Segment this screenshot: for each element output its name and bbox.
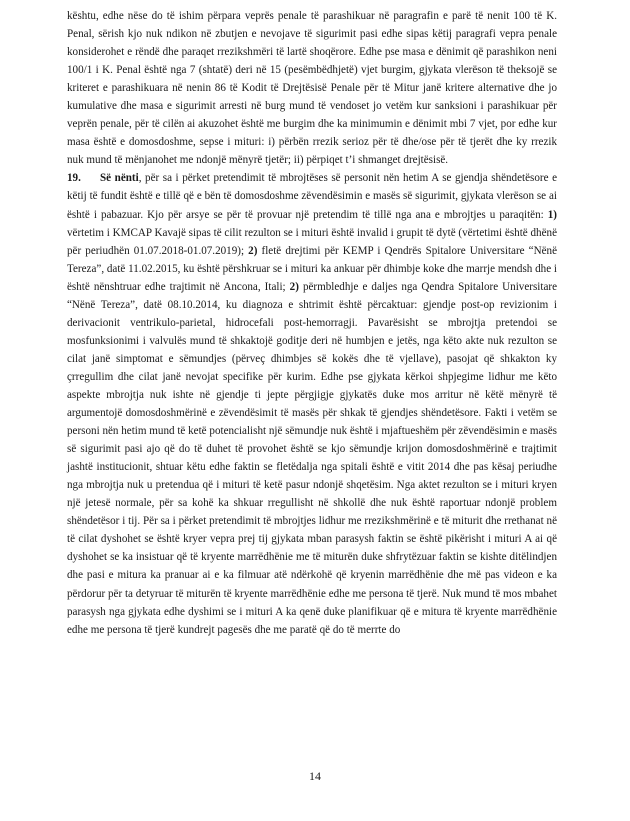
paragraph-19-text-1: , për sa i përket pretendimit të mbrojtëses së personit nën hetim A se gjendja shëndetësore e këtij të fundit është e tillë që e bën të domosdoshme zëvendësimin e masës së sigurimit, gjykata vlerëson se ai është i pabazuar. Kjo për arsye se për të provuar një pretendim të tillë nga ana e mbrojtjes u paraqitën:: [67, 172, 557, 221]
paragraph-19-text-2: vërtetim i KMCAP Kavajë sipas të cilit rezulton se i mituri është invalid i grupit të dytë (vërtetimi është dhënë për periudhën 01.07.2018-01.07.2019);: [67, 226, 557, 257]
paragraph-lead: Së nënti: [100, 172, 139, 185]
page-number: 14: [309, 769, 321, 783]
body-text: [67, 7, 557, 639]
list-item-number: 2): [248, 244, 258, 257]
paragraph-continuation: kështu, edhe nëse do të ishim përpara veprës penale të parashikuar në paragrafin e parë të nenit 100 të K. Penal, sërish kjo nuk ndikon në zbutjen e nevojave të sigurimit pasi edhe sipas këtij paragrafi vepra penale konsiderohet e rëndë dhe paraqet rrezikshmëri të lartë shoqërore. Edhe pse masa e dënimit që parashikon neni 100/1 i K. Penal është nga 7 (shtatë) deri në 15 (pesëmbëdhjetë) vjet burgim, gjykata vlerëson të theksojë se kriteret e parashikuara në nenin 86 të Kodit të Drejtësisë Penale për të Mitur janë kritere alternative dhe jo kumulative dhe masa e sigurimit arresti në burg mund të vendoset jo vetëm kur sanksioni i parashikuar për veprën penale, për të cilën ai akuzohet është me burgim dhe ka minimumin e dënimit mbi 7 vjet, por edhe kur masa është e domosdoshme, sepse i mituri: i) përbën rrezik serioz për të dhe/ose për të tjerët dhe ky rrezik nuk mund të mënjanohet me ndonjë mënyrë tjetër; ii) përpiqet t’i shmanget drejtësisë.: [67, 10, 557, 167]
list-item-number: 1): [547, 208, 557, 221]
paragraph-19-text-3: fletë drejtimi për KEMP i Qendrës Spitalore Universitare “Nënë Tereza”, datë 11.02.2015, ku është përshkruar se i mituri ka ankuar për dhimbje koke dhe marrje mendsh dhe i është nënshtruar edhe trajtimit në Ancona, Itali;: [67, 244, 557, 293]
paragraph-19: [67, 169, 557, 638]
list-item-number: 2): [289, 280, 299, 293]
paragraph-number: 19.: [67, 172, 81, 185]
paragraph-19-text-4: përmbledhje e daljes nga Qendra Spitalore Universitare “Nënë Tereza”, datë 08.10.2014, ku diagnoza e shtrimit është përcaktuar: gjendje post-op revizionim i derivacionit ventrikulo-parietal, hidrocefali post-hemorragji. Pavarësisht se mbrojtja pretendoi se mosfunksionimi i valvulës mund të shkaktojë goditje deri në humbjen e jetës, nga këto akte nuk rezulton se cilat janë simptomat e sëmundjes (përveç dhimbjes së kokës dhe të vjellave), pasojat që shkakton ky çrregullim dhe cilat janë nevojat specifike për kurim. Edhe pse gjykata kërkoi shpjegime lidhur me këto aspekte mbrojtja nuk ishte në gjendje ti jepte përgjigje gjykatës duke mos arritur në këtë mënyrë të argumentojë domosdoshmërinë e zëvendësimit të masës për shkak të gjendjes shëndetësore. Fakti i vetëm se personi nën hetim mund të ketë potencialisht një sëmundje nuk është i mjaftueshëm për zëvendësimin e masës së sigurimit pasi ajo që do të duhet të provohet është se kjo sëmundje krijon domosdoshmërinë e trajtimit jashtë institucionit, shtuar këtu edhe faktin se fletëdalja nga spitali është e vitit 2014 dhe pas kësaj periudhe nga mbrojtja nuk u pretendua që i mituri të ketë pasur ndonjë shqetësim. Nga aktet rezulton se i mituri kryen një jetesë normale, për sa kohë ka shkuar rregullisht në shkollë dhe nuk është raportuar ndonjë problem shëndetësor i tij. Për sa i përket pretendimit të mbrojtjes lidhur me rrezikshmërinë e të miturit dhe rrethanat në të cilat dyshohet se është kryer vepra prej tij gjykata mban parasysh faktin se është pikërisht i mituri A ai që dyshohet se ka insistuar që të kryente marrëdhënie me të miturën duke shfrytëzuar faktin se kishte ditëlindjen dhe pasi e mitura ka pranuar ai e ka filmuar atë ndërkohë që kryenin marrëdhënie dhe më pas videon e ka përdorur për ta detyruar të miturën të kryente marrëdhënie edhe me persona të tjerë. Nuk mund të mos mbahet parasysh nga gjykata edhe dyshimi se i mituri A ka qenë duke planifikuar që e mitura të kryente marrëdhënie edhe me persona të tjerë kundrejt pagesës dhe me paratë që do të merrte do: [67, 280, 557, 636]
